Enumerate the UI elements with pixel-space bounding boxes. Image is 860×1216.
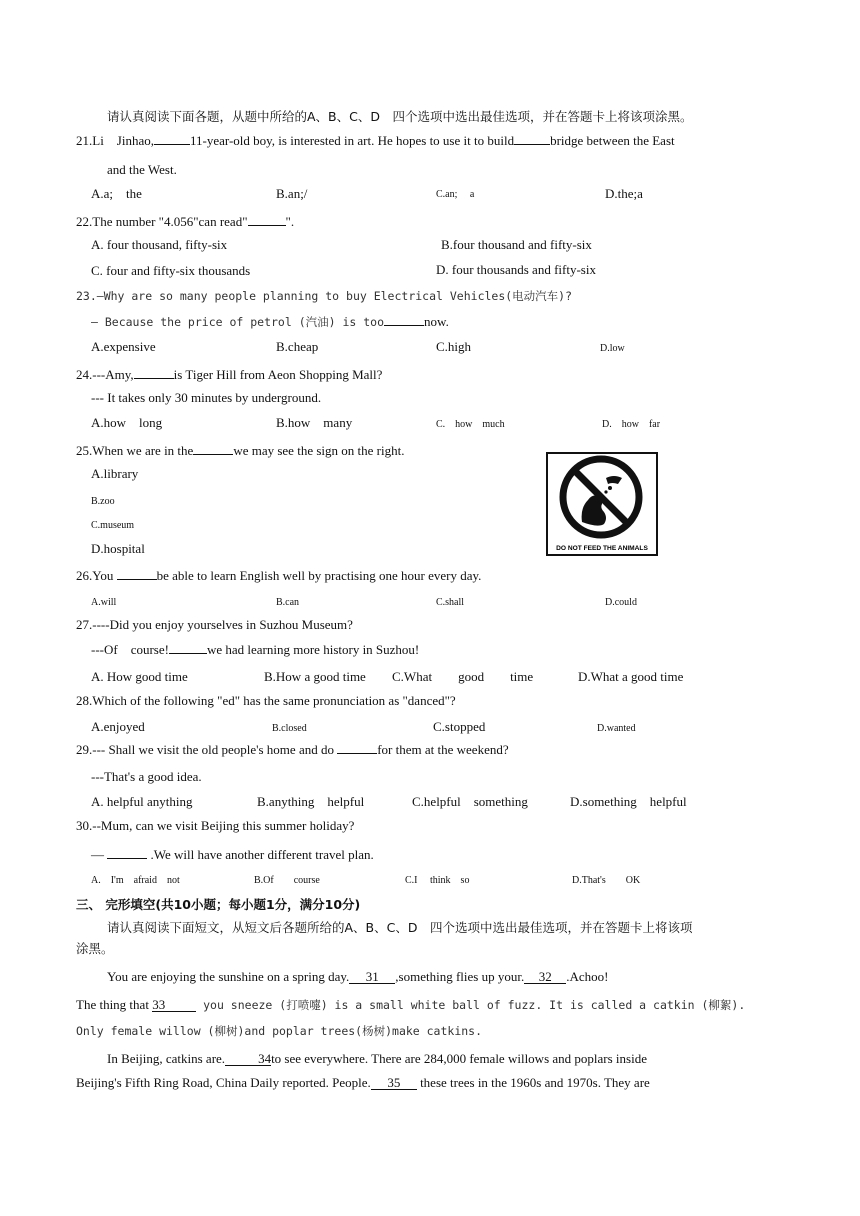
sign-caption: DO NOT FEED THE ANIMALS bbox=[556, 545, 648, 552]
q26-option-a: A.will bbox=[91, 597, 117, 608]
question-21-line2: and the West. bbox=[107, 162, 177, 177]
question-29-line2: ---That's a good idea. bbox=[91, 769, 202, 784]
answer-blank bbox=[514, 131, 550, 145]
q23-option-b: B.cheap bbox=[276, 339, 319, 354]
q29-text-b: for them at the weekend? bbox=[377, 742, 509, 757]
answer-blank bbox=[248, 212, 286, 226]
question-24-line2: --- It takes only 30 minutes by underground. bbox=[91, 390, 322, 405]
q25-text-b: we may see the sign on the right. bbox=[233, 443, 405, 458]
q24-text-b: is Tiger Hill from Aeon Shopping Mall? bbox=[173, 367, 383, 382]
q22-option-b: B.four thousand and fifty-six bbox=[441, 237, 592, 252]
q22-option-a: A. four thousand, fifty-six bbox=[91, 237, 228, 252]
q26-option-c: C.shall bbox=[436, 597, 465, 608]
q24-option-b: B.how many bbox=[276, 415, 353, 430]
section3-instruction-line1: 请认真阅读下面短文，从短文后各题所给的A、B、C、D 四个选项中选出最佳选项，并在答题卡上将该项 bbox=[107, 920, 693, 935]
passage-text: .Achoo! bbox=[566, 969, 609, 984]
q27-option-a: A. How good time bbox=[91, 669, 188, 684]
passage-line2 bbox=[76, 996, 745, 1014]
q29-option-b: B.anything helpful bbox=[257, 794, 365, 809]
passage-text: these trees in the 1960s and 1970s. They are bbox=[416, 1075, 650, 1090]
answer-blank bbox=[107, 845, 147, 859]
blank-35: 35 bbox=[371, 1074, 417, 1090]
q27-option-d: D.What a good time bbox=[578, 669, 684, 684]
q27-option-c: C.What good time bbox=[392, 669, 534, 684]
answer-blank bbox=[154, 131, 190, 145]
question-22 bbox=[76, 212, 294, 231]
q23-text-b: now. bbox=[424, 314, 449, 329]
passage-text: to see everywhere. There are 284,000 female willows and poplars inside bbox=[271, 1051, 647, 1066]
question-23-line1: 23.—Why are so many people planning to buy Electrical Vehicles(电动汽车)? bbox=[76, 289, 573, 303]
q22-option-c: C. four and fifty-six thousands bbox=[91, 263, 251, 278]
question-23-line2 bbox=[91, 312, 449, 331]
q21-text-b: 11-year-old boy, is interested in art. He hopes to use it to build bbox=[190, 133, 515, 148]
instruction-mc: 请认真阅读下面各题，从题中所给的A、B、C、D 四个选项中选出最佳选项，并在答题卡上将该项涂黑。 bbox=[107, 109, 693, 124]
q28-option-a: A.enjoyed bbox=[91, 719, 145, 734]
q22-option-d: D. four thousands and fifty-six bbox=[436, 262, 596, 277]
question-28: 28.Which of the following "ed" has the same pronunciation as "danced"? bbox=[76, 693, 456, 708]
q25-text-a: 25.When we are in the bbox=[76, 443, 194, 458]
q28-option-b: B.closed bbox=[272, 723, 307, 734]
q29-option-d: D.something helpful bbox=[570, 794, 687, 809]
q30-option-d: D.That's OK bbox=[572, 875, 641, 886]
q21-option-b: B.an;/ bbox=[276, 186, 308, 201]
passage-text: You are enjoying the sunshine on a spring day. bbox=[107, 969, 350, 984]
q25-option-c: C.museum bbox=[91, 520, 135, 531]
question-30-line1: 30.--Mum, can we visit Beijing this summer holiday? bbox=[76, 818, 355, 833]
passage-text: you sneeze (打喷嚏) is a small white ball of fuzz. It is called a catkin (柳絮). bbox=[196, 998, 746, 1012]
q27-text-a: ---Of course! bbox=[91, 642, 169, 657]
q23-option-a: A.expensive bbox=[91, 339, 156, 354]
passage-line4 bbox=[107, 1050, 647, 1068]
passage-line1 bbox=[107, 968, 608, 986]
answer-blank bbox=[169, 640, 207, 654]
passage-text: Beijing's Fifth Ring Road, China Daily reported. People. bbox=[76, 1075, 371, 1090]
q27-text-b: we had learning more history in Suzhou! bbox=[206, 642, 420, 657]
q23-text-a: — Because the price of petrol (汽油) is too bbox=[91, 315, 385, 329]
section3-heading: 三、 完形填空(共10小题；每小题1分，满分10分) bbox=[76, 897, 361, 912]
blank-32: 32 bbox=[524, 968, 566, 984]
passage-text: In Beijing, catkins are. bbox=[107, 1051, 226, 1066]
section3-instruction-line2: 涂黑。 bbox=[76, 941, 114, 956]
q26-option-d: D.could bbox=[605, 597, 637, 608]
question-30-line2 bbox=[91, 845, 374, 864]
q29-option-a: A. helpful anything bbox=[91, 794, 193, 809]
q30-option-b: B.Of course bbox=[254, 875, 320, 886]
q24-text-a: 24.---Amy, bbox=[76, 367, 134, 382]
q27-option-b: B.How a good time bbox=[264, 669, 366, 684]
q30-option-a: A. I'm afraid not bbox=[91, 875, 180, 886]
answer-blank bbox=[384, 312, 424, 326]
q23-option-c: C.high bbox=[436, 339, 472, 354]
question-29-line1 bbox=[76, 740, 509, 759]
answer-blank bbox=[193, 441, 233, 455]
blank-34: 34 bbox=[225, 1050, 271, 1066]
answer-blank bbox=[117, 566, 157, 580]
q30-option-c: C.I think so bbox=[405, 875, 470, 886]
q28-option-d: D.wanted bbox=[597, 723, 636, 734]
q22-text-a: 22.The number "4.056"can read" bbox=[76, 214, 248, 229]
no-feeding-sign-icon bbox=[546, 452, 658, 556]
q28-option-c: C.stopped bbox=[433, 719, 486, 734]
q23-option-d: D.low bbox=[600, 343, 625, 354]
q21-option-a: A.a; the bbox=[91, 186, 142, 201]
q30-text-a: — bbox=[91, 847, 104, 862]
passage-text: ,something flies up your. bbox=[395, 969, 525, 984]
q24-option-d: D. how far bbox=[602, 419, 661, 430]
answer-blank bbox=[134, 365, 174, 379]
q29-text-a: 29.--- Shall we visit the old people's home and do bbox=[76, 742, 334, 757]
q26-option-b: B.can bbox=[276, 597, 300, 608]
q24-option-c: C. how much bbox=[436, 419, 505, 430]
blank-33: 33 bbox=[152, 996, 196, 1012]
q21-option-d: D.the;a bbox=[605, 186, 643, 201]
passage-text: The thing that bbox=[76, 997, 149, 1012]
q26-text-a: 26.You bbox=[76, 568, 114, 583]
blank-31: 31 bbox=[349, 968, 395, 984]
question-25 bbox=[76, 441, 404, 460]
q21-text-c: bridge between the East bbox=[550, 133, 675, 148]
question-21-line1 bbox=[76, 131, 675, 150]
question-27-line2 bbox=[91, 640, 419, 659]
question-27-line1: 27.----Did you enjoy yourselves in Suzhou Museum? bbox=[76, 617, 353, 632]
question-24-line1 bbox=[76, 365, 382, 384]
q26-text-b: be able to learn English well by practising one hour every day. bbox=[156, 568, 482, 583]
q25-option-a: A.library bbox=[91, 466, 139, 481]
q22-text-b: ". bbox=[285, 214, 295, 229]
q21-option-c: C.an; a bbox=[436, 189, 475, 200]
q24-option-a: A.how long bbox=[91, 415, 163, 430]
q25-option-b: B.zoo bbox=[91, 496, 115, 507]
passage-line5 bbox=[76, 1074, 650, 1092]
passage-line3: Only female willow (柳树)and poplar trees(杨树)make catkins. bbox=[76, 1024, 483, 1038]
answer-blank bbox=[337, 740, 377, 754]
q25-option-d: D.hospital bbox=[91, 541, 145, 556]
q21-text-a: 21.Li Jinhao, bbox=[76, 133, 154, 148]
question-26 bbox=[76, 566, 481, 585]
q30-text-b: .We will have another different travel plan. bbox=[150, 847, 374, 862]
q29-option-c: C.helpful something bbox=[412, 794, 528, 809]
